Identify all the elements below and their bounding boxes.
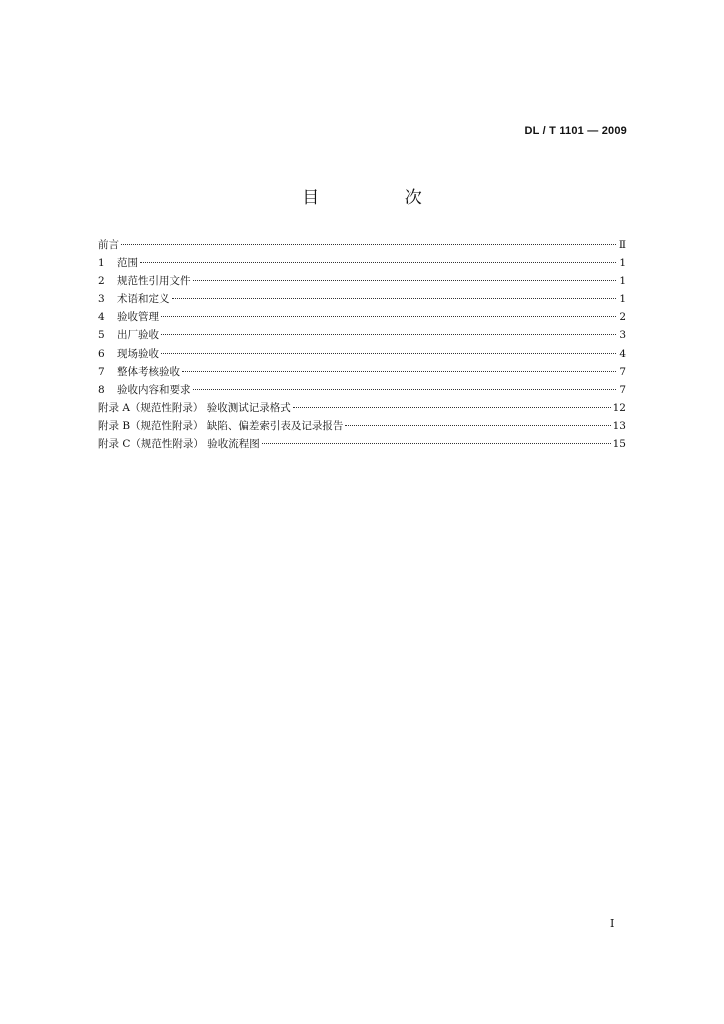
- toc-entry-label: 出厂验收: [117, 329, 159, 342]
- toc-entry-number: 1: [98, 257, 105, 270]
- dot-leader: [193, 280, 617, 281]
- toc-entry-page: 1: [619, 275, 626, 288]
- dot-leader: [161, 334, 616, 335]
- toc-entry-label: 现场验收: [117, 347, 159, 360]
- dot-leader: [262, 443, 611, 444]
- toc-entry-2[interactable]: [98, 272, 626, 290]
- toc-entry-4[interactable]: [98, 308, 626, 326]
- toc-entry-page: 12: [612, 401, 626, 414]
- toc-entry-page: 2: [619, 311, 626, 324]
- toc-entry-page: 13: [612, 419, 626, 432]
- toc-entry-8[interactable]: [98, 381, 626, 399]
- toc-entry-1[interactable]: [98, 254, 626, 272]
- toc-entry-number: 3: [98, 293, 105, 306]
- toc-entry-appendix-c[interactable]: [98, 435, 626, 453]
- toc-entry-label: 附录 B（规范性附录） 缺陷、偏差索引表及记录报告: [98, 419, 344, 432]
- toc-entry-label: 前言: [98, 239, 119, 251]
- toc-entry-page: 3: [619, 329, 626, 342]
- toc-entry-label: 附录 A（规范性附录） 验收测试记录格式: [98, 401, 291, 414]
- toc-entry-label: 验收管理: [117, 311, 159, 324]
- toc-entry-label: 验收内容和要求: [117, 383, 191, 396]
- toc-entry-number: 8: [98, 383, 105, 396]
- toc-entry-page: 15: [612, 438, 626, 451]
- toc-entry-3[interactable]: [98, 290, 626, 308]
- page-title: 目 次: [302, 188, 462, 208]
- toc-entry-number: 5: [98, 329, 105, 342]
- toc-entry-5[interactable]: [98, 326, 626, 344]
- toc-entry-appendix-b[interactable]: [98, 417, 626, 435]
- dot-leader: [161, 316, 616, 317]
- toc-entry-page: Ⅱ: [618, 239, 626, 251]
- toc-entry-7[interactable]: [98, 363, 626, 381]
- toc-entry-number: 6: [98, 347, 105, 360]
- standard-code: DL / T 1101 — 2009: [524, 125, 627, 137]
- dot-leader: [193, 389, 617, 390]
- toc-entry-6[interactable]: [98, 345, 626, 363]
- toc-entry-page: 7: [619, 383, 626, 396]
- dot-leader: [121, 244, 616, 245]
- table-of-contents: [98, 236, 626, 453]
- dot-leader: [182, 371, 616, 372]
- toc-entry-page: 7: [619, 365, 626, 378]
- page-number: I: [610, 917, 615, 930]
- toc-entry-label: 规范性引用文件: [117, 275, 191, 288]
- dot-leader: [172, 298, 617, 299]
- toc-entry-page: 1: [619, 293, 626, 306]
- toc-entry-foreword[interactable]: [98, 236, 626, 254]
- toc-entry-number: 7: [98, 365, 105, 378]
- dot-leader: [293, 407, 611, 408]
- toc-entry-label: 整体考核验收: [117, 365, 180, 378]
- dot-leader: [161, 353, 616, 354]
- toc-entry-label: 术语和定义: [117, 293, 170, 306]
- toc-entry-number: 2: [98, 275, 105, 288]
- toc-entry-page: 4: [619, 347, 626, 360]
- toc-entry-label: 范围: [117, 257, 138, 270]
- dot-leader: [345, 425, 610, 426]
- toc-entry-number: 4: [98, 311, 105, 324]
- toc-entry-appendix-a[interactable]: [98, 399, 626, 417]
- toc-entry-label: 附录 C（规范性附录） 验收流程图: [98, 438, 260, 451]
- dot-leader: [140, 262, 616, 263]
- toc-entry-page: 1: [619, 257, 626, 270]
